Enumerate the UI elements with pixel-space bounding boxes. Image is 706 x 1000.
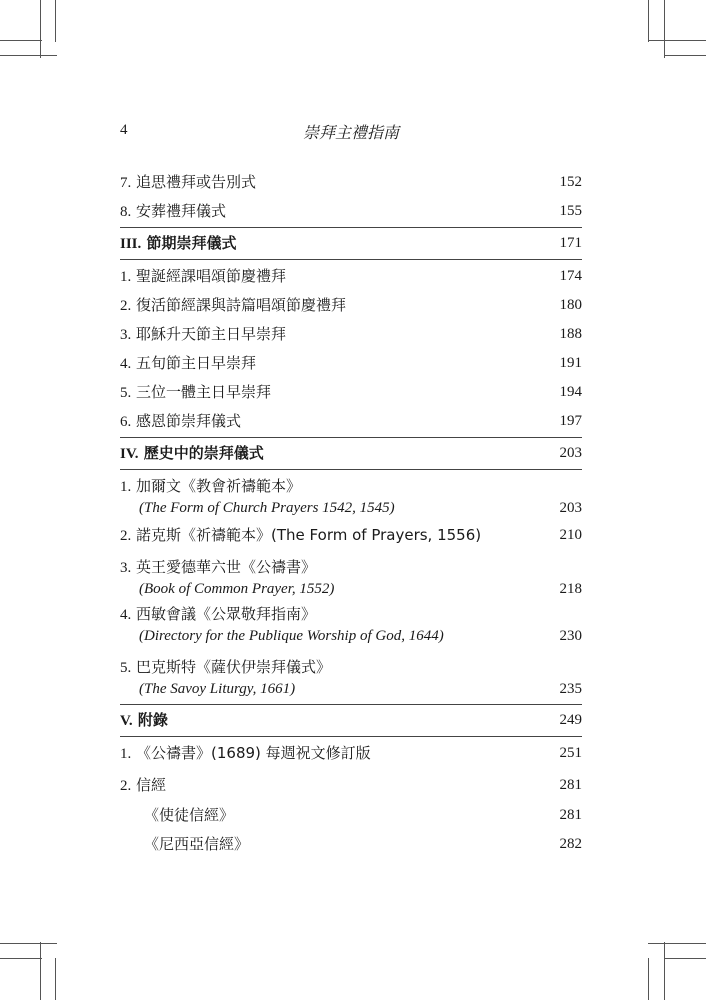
entry-number: 6.	[120, 414, 132, 430]
entry-title: 信經	[136, 776, 167, 794]
toc-entry	[120, 524, 582, 547]
section-page: 203	[559, 445, 582, 461]
section-divider	[120, 704, 582, 705]
entry-page: 230	[559, 628, 582, 644]
entry-number: 1.	[120, 479, 132, 495]
toc-entry	[120, 352, 582, 375]
entry-title: 五旬節主日早崇拜	[136, 354, 257, 372]
toc-entry	[120, 294, 582, 317]
entry-subtitle: (The Savoy Liturgy, 1661)	[139, 681, 296, 697]
entry-title: 諾克斯《祈禱範本》(The Form of Prayers, 1556)	[136, 526, 482, 544]
toc-entry	[120, 603, 582, 644]
entry-title: 英王愛德華六世《公禱書》	[136, 558, 317, 576]
entry-title: 加爾文《教會祈禱範本》	[136, 477, 302, 495]
entry-page: 281	[559, 777, 582, 793]
entry-title: 感恩節崇拜儀式	[136, 412, 242, 430]
section-page: 171	[559, 235, 582, 251]
toc-section	[120, 709, 582, 732]
entry-page: 203	[559, 500, 582, 516]
entry-number: 2.	[120, 298, 132, 314]
entry-page: 152	[559, 174, 582, 190]
entry-title: 巴克斯特《薩伏伊崇拜儀式》	[136, 658, 332, 676]
entry-page: 194	[559, 384, 582, 400]
section-number: V.	[120, 713, 133, 729]
section-number: IV.	[120, 446, 139, 462]
entry-number: 5.	[120, 660, 132, 676]
entry-number: 4.	[120, 356, 132, 372]
entry-page: 174	[559, 268, 582, 284]
toc-entry	[120, 656, 582, 697]
entry-number: 1.	[120, 746, 132, 762]
entry-title: 安葬禮拜儀式	[136, 202, 227, 220]
entry-page: 281	[559, 807, 582, 823]
section-divider	[120, 469, 582, 470]
entry-number: 8.	[120, 204, 132, 220]
entry-title: 追思禮拜或告別式	[136, 173, 257, 191]
entry-page: 251	[559, 745, 582, 761]
entry-title: 《使徒信經》	[144, 806, 235, 824]
toc-entry	[120, 265, 582, 288]
section-title: 附錄	[137, 711, 168, 729]
entry-page: 235	[559, 681, 582, 697]
entry-title: 三位一體主日早崇拜	[136, 383, 272, 401]
entry-number: 1.	[120, 269, 132, 285]
entry-page: 282	[559, 836, 582, 852]
toc-section	[120, 232, 582, 255]
entry-title: 《尼西亞信經》	[144, 835, 250, 853]
section-title: 歷史中的崇拜儀式	[143, 444, 264, 462]
toc-entry	[120, 556, 582, 597]
toc-entry	[120, 381, 582, 404]
entry-number: 2.	[120, 778, 132, 794]
entry-subtitle: (The Form of Church Prayers 1542, 1545)	[139, 500, 395, 516]
entry-title: 聖誕經課唱頌節慶禮拜	[136, 267, 287, 285]
toc-entry	[120, 774, 582, 797]
toc-entry	[120, 833, 582, 855]
entry-page: 155	[559, 203, 582, 219]
entry-page: 210	[559, 527, 582, 543]
entry-title: 西敏會議《公眾敬拜指南》	[136, 605, 317, 623]
entry-subtitle: (Book of Common Prayer, 1552)	[139, 581, 335, 597]
entry-page: 191	[559, 355, 582, 371]
entry-number: 4.	[120, 607, 132, 623]
toc-entry	[120, 475, 582, 516]
running-title: 崇拜主禮指南	[302, 123, 399, 142]
toc-entry	[120, 804, 582, 826]
toc-entry	[120, 171, 582, 194]
entry-page: 218	[559, 581, 582, 597]
entry-number: 2.	[120, 528, 132, 544]
entry-subtitle: (Directory for the Publique Worship of God, 1644)	[139, 628, 444, 644]
entry-page: 180	[559, 297, 582, 313]
entry-number: 7.	[120, 175, 132, 191]
entry-title: 耶穌升天節主日早崇拜	[136, 325, 287, 343]
entry-title: 《公禱書》(1689) 每週祝文修訂版	[136, 744, 371, 762]
entry-number: 5.	[120, 385, 132, 401]
section-page: 249	[559, 712, 582, 728]
toc-entry	[120, 323, 582, 346]
section-divider	[120, 437, 582, 438]
entry-number: 3.	[120, 327, 132, 343]
entry-title: 復活節經課與詩篇唱頌節慶禮拜	[136, 296, 347, 314]
section-title: 節期崇拜儀式	[146, 234, 237, 252]
toc-section	[120, 442, 582, 465]
section-number: III.	[120, 236, 142, 252]
entry-page: 197	[559, 413, 582, 429]
section-divider	[120, 227, 582, 228]
section-divider	[120, 736, 582, 737]
entry-number: 3.	[120, 560, 132, 576]
toc-entry	[120, 410, 582, 433]
toc-entry	[120, 742, 582, 765]
section-divider	[120, 259, 582, 260]
page-number: 4	[120, 122, 128, 138]
toc-entry	[120, 200, 582, 223]
entry-page: 188	[559, 326, 582, 342]
